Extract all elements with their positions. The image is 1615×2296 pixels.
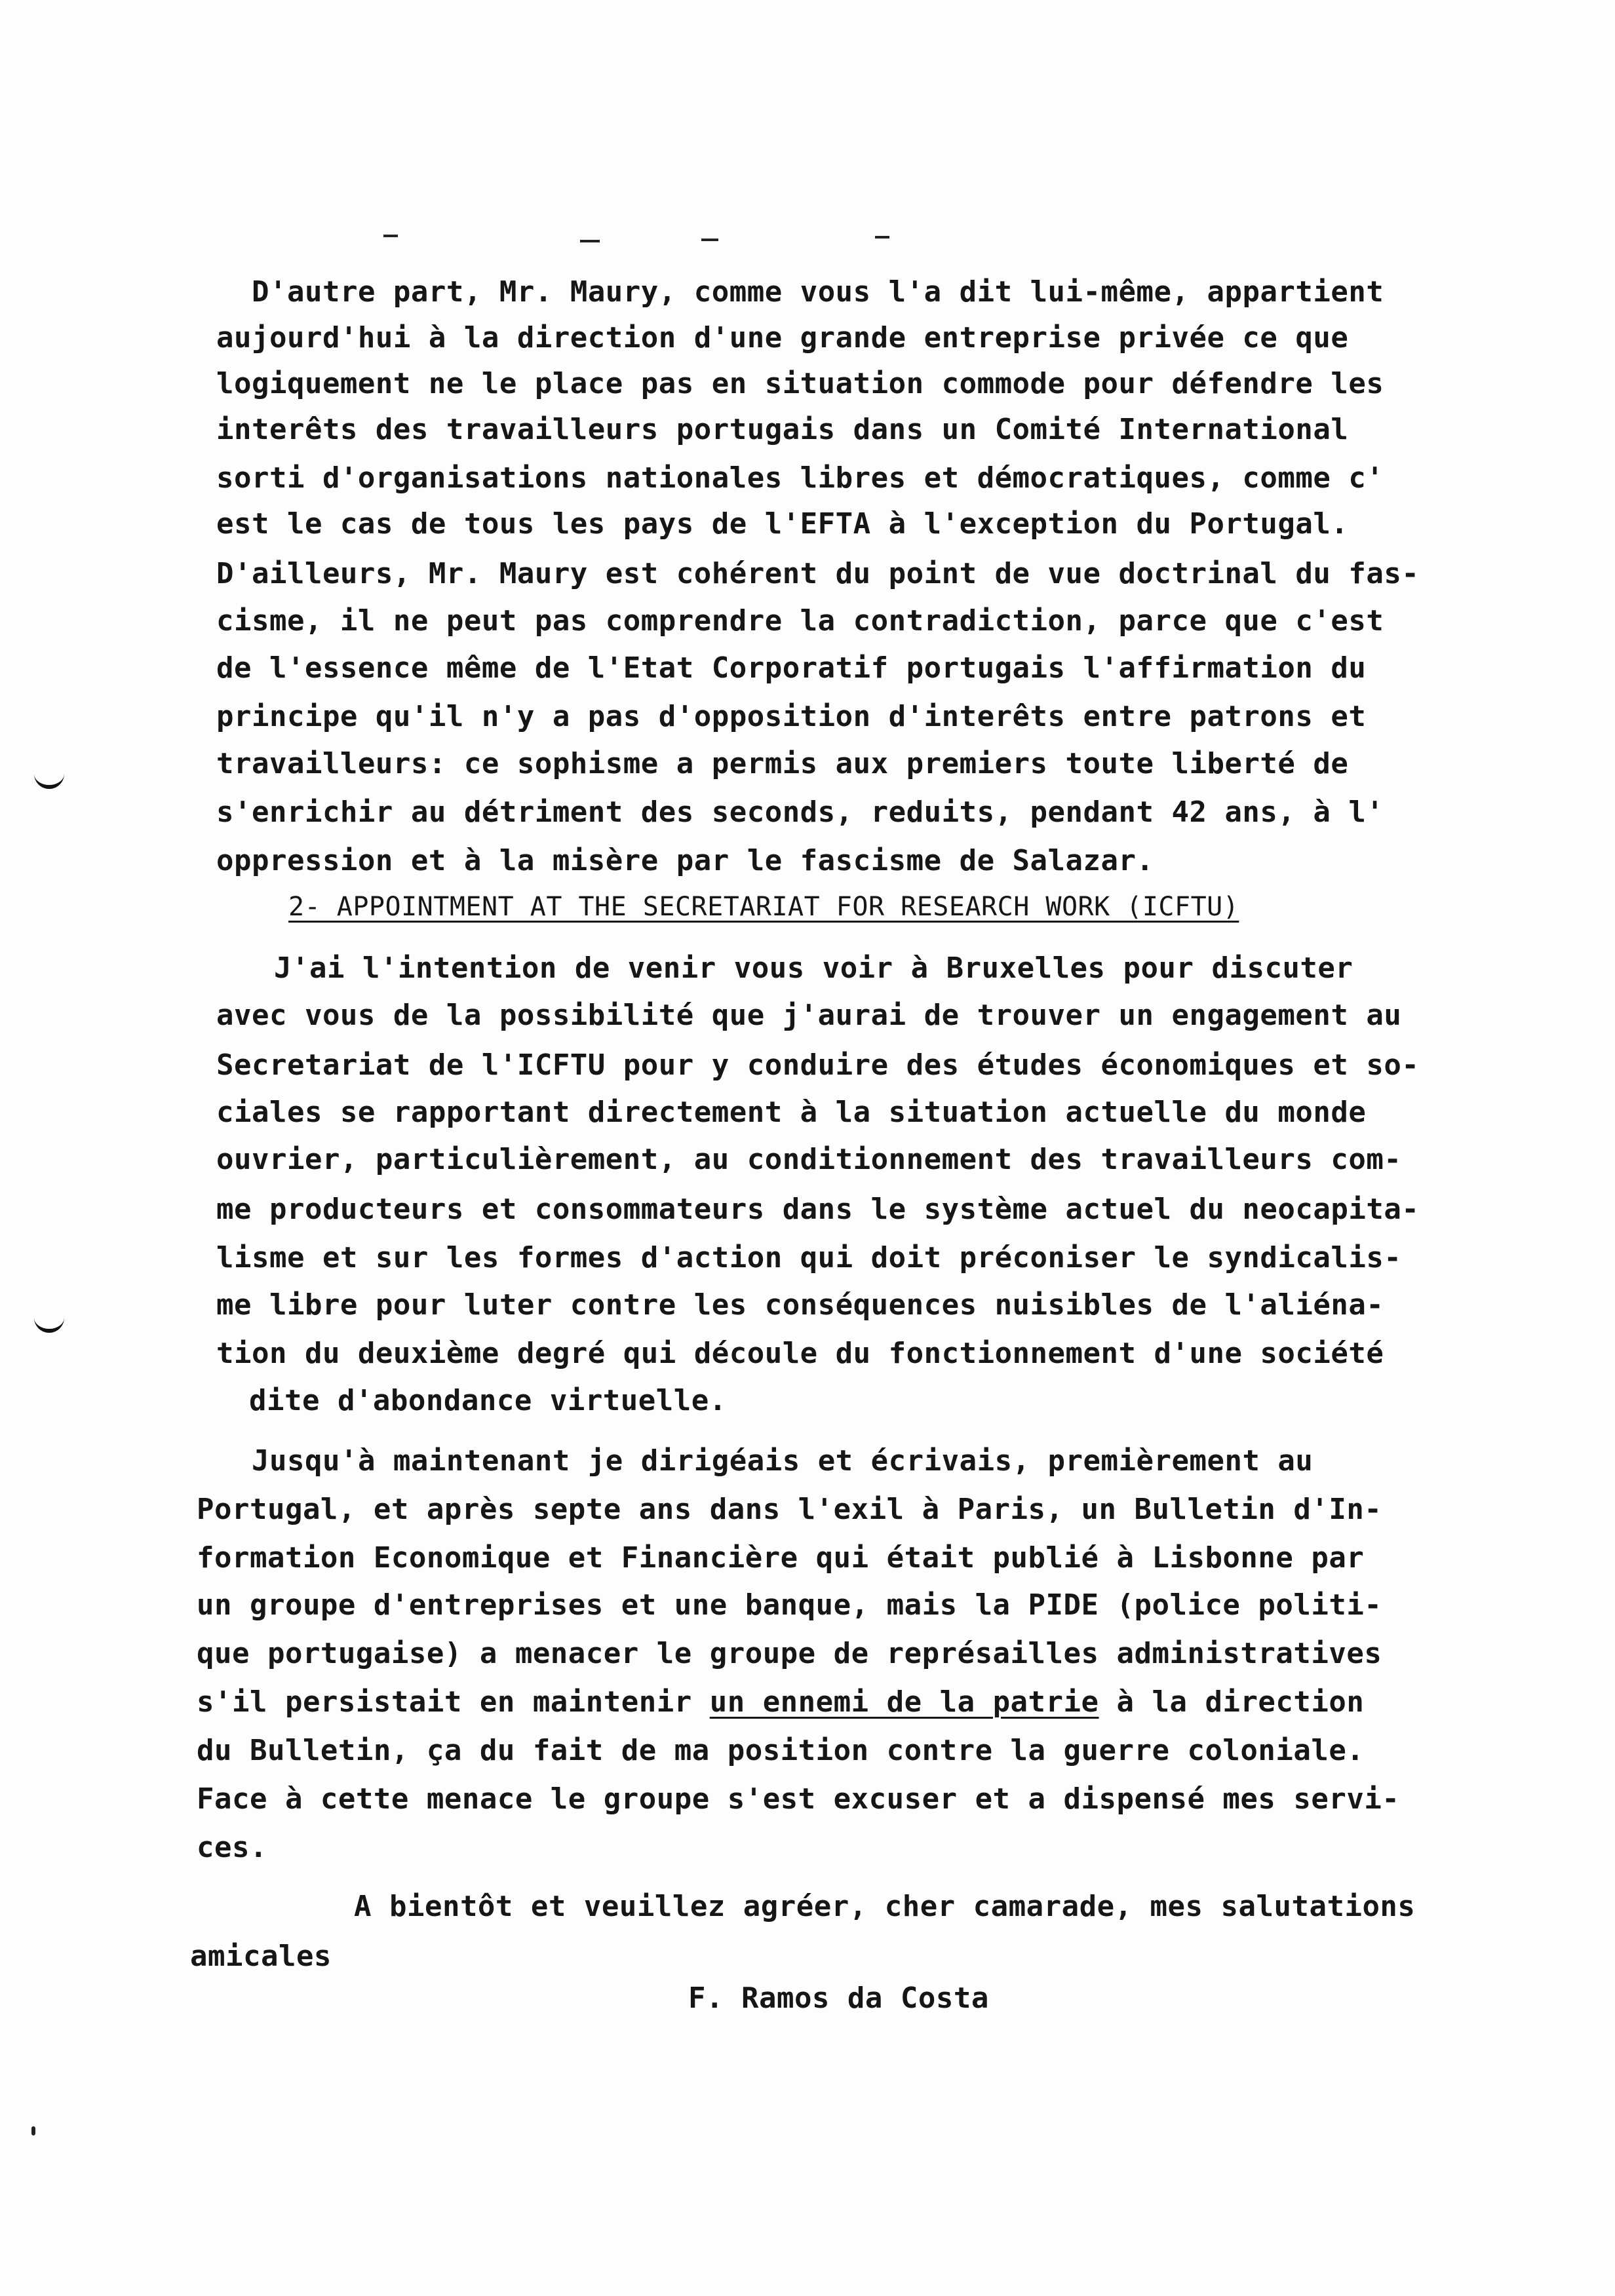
paragraph3-line-end: à la direction <box>1099 1685 1365 1719</box>
paragraph1-line: oppression et à la misère par le fascisme de Salazar. <box>216 844 1154 877</box>
paragraph2-line: avec vous de la possibilité que j'aurai de trouver un engagement au <box>216 999 1402 1032</box>
paragraph2-line: me producteurs et consommateurs dans le système actuel du neocapita- <box>216 1193 1420 1226</box>
paragraph2-line: lisme et sur les formes d'action qui doit préconiser le syndicalis- <box>216 1241 1402 1274</box>
typewriter-mark <box>701 239 718 241</box>
signature: F. Ramos da Costa <box>688 1981 989 2015</box>
paragraph3-line: formation Economique et Financière qui était publié à Lisbonne par <box>197 1541 1365 1575</box>
paragraph1-line: D'ailleurs, Mr. Maury est cohérent du point de vue doctrinal du fas- <box>216 557 1420 590</box>
paragraph3-line <box>197 1683 1364 1722</box>
paragraph1-line: aujourd'hui à la direction d'une grande entreprise privée ce que <box>216 321 1349 354</box>
underlined-phrase: un ennemi de la patrie <box>709 1685 1099 1719</box>
paragraph1-line: de l'essence même de l'Etat Corporatif portugais l'affirmation du <box>216 651 1367 685</box>
paragraph1-line: cisme, il ne peut pas comprendre la contradiction, parce que c'est <box>216 604 1384 638</box>
paragraph2-line: dite d'abondance virtuelle. <box>249 1384 727 1417</box>
paragraph3-line: Portugal, et après septe ans dans l'exil à Paris, un Bulletin d'In- <box>197 1493 1382 1526</box>
typewriter-mark <box>580 240 600 242</box>
typewriter-mark <box>383 235 398 237</box>
paragraph3-line: un groupe d'entreprises et une banque, mais la PIDE (police politi- <box>197 1588 1382 1622</box>
hole-punch-mark <box>34 765 64 789</box>
speck-mark <box>31 2126 35 2135</box>
paragraph1-line: s'enrichir au détriment des seconds, reduits, pendant 42 ans, à l' <box>216 795 1384 829</box>
paragraph2-line: tion du deuxième degré qui découle du fonctionnement d'une société <box>216 1337 1384 1370</box>
paragraph1-line: interêts des travailleurs portugais dans un Comité International <box>216 413 1349 446</box>
paragraph3-line: que portugaise) a menacer le groupe de représailles administratives <box>197 1637 1382 1670</box>
typewriter-mark <box>875 236 889 239</box>
paragraph3-line-start: s'il persistait en maintenir <box>197 1685 710 1719</box>
section-heading: 2- APPOINTMENT AT THE SECRETARIAT FOR RESEARCH WORK (ICFTU) <box>288 892 1239 922</box>
paragraph1-line: est le cas de tous les pays de l'EFTA à l'exception du Portugal. <box>216 507 1349 541</box>
paragraph3-line: du Bulletin, ça du fait de ma position contre la guerre coloniale. <box>197 1734 1365 1767</box>
paragraph3-line: Jusqu'à maintenant je dirigéais et écrivais, premièrement au <box>252 1444 1313 1478</box>
paragraph1-line: D'autre part, Mr. Maury, comme vous l'a dit lui-même, appartient <box>252 275 1384 309</box>
paragraph1-line: travailleurs: ce sophisme a permis aux premiers toute liberté de <box>216 747 1349 780</box>
hole-punch-mark <box>34 1309 64 1333</box>
paragraph3-line: ces. <box>197 1831 267 1864</box>
paragraph1-line: sorti d'organisations nationales libres et démocratiques, comme c' <box>216 461 1384 495</box>
paragraph1-line: principe qu'il n'y a pas d'opposition d'interêts entre patrons et <box>216 700 1367 733</box>
closing-line: A bientôt et veuillez agréer, cher camarade, mes salutations <box>354 1890 1416 1923</box>
paragraph2-line: Secretariat de l'ICFTU pour y conduire des études économiques et so- <box>216 1048 1420 1082</box>
paragraph2-line: ciales se rapportant directement à la situation actuelle du monde <box>216 1096 1367 1129</box>
paragraph3-line: Face à cette menace le groupe s'est excuser et a dispensé mes servi- <box>197 1782 1400 1816</box>
paragraph2-line: J'ai l'intention de venir vous voir à Bruxelles pour discuter <box>274 951 1353 985</box>
paragraph1-line: logiquement ne le place pas en situation commode pour défendre les <box>216 367 1384 400</box>
closing-line: amicales <box>190 1940 332 1973</box>
paragraph2-line: me libre pour luter contre les conséquences nuisibles de l'aliéna- <box>216 1288 1384 1322</box>
paragraph2-line: ouvrier, particulièrement, au conditionnement des travailleurs com- <box>216 1143 1402 1176</box>
